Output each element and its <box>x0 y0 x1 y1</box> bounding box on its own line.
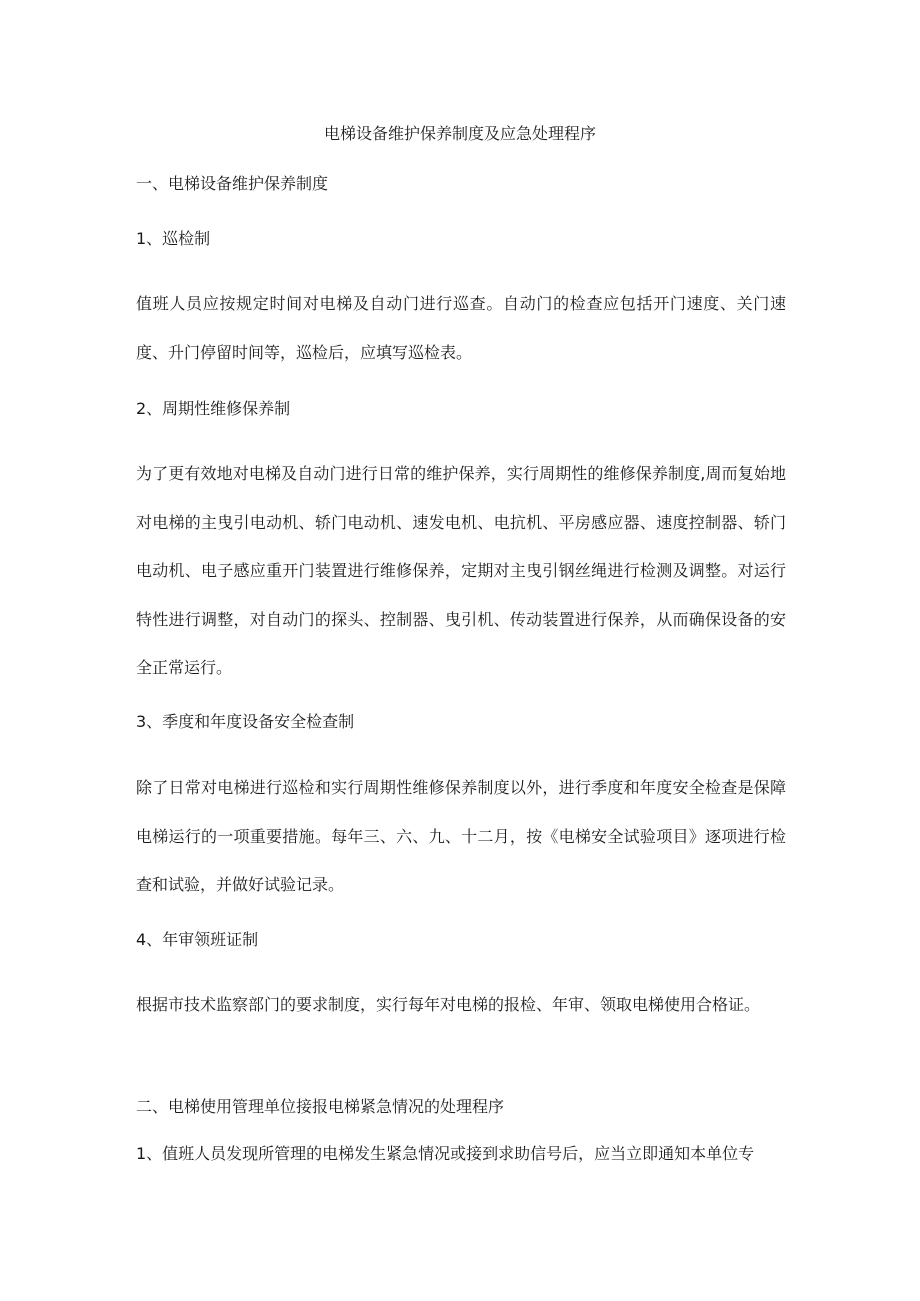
item1-heading: 1、巡检制 <box>136 229 211 248</box>
item3-heading: 3、季度和年度设备安全检查制 <box>136 712 355 731</box>
section1-heading: 一、电梯设备维护保养制度 <box>136 174 329 193</box>
item2-body: 为了更有效地对电梯及自动门进行日常的维护保养，实行周期性的维修保养制度,周而复始地对电梯的主曳引电动机、轿门电动机、速发电机、电抗机、平房感应器、速度控制器、轿门电动机、电子感应重开门装置进行维修保养，定期对主曳引钢丝绳进行检测及调整。对运行特性进行调整，对自动门的探头、控制器、曳引机、传动装置进行保养，从而确保设备的安全正常运行。 <box>136 464 786 677</box>
document-title: 电梯设备维护保养制度及应急处理程序 <box>323 124 596 143</box>
item4-heading: 4、年审领班证制 <box>136 930 259 949</box>
item2-heading: 2、周期性维修保养制 <box>136 399 291 418</box>
item4-body: 根据市技术监察部门的要求制度，实行每年对电梯的报检、年审、领取电梯使用合格证。 <box>136 995 761 1014</box>
section2-heading: 二、电梯使用管理单位接报电梯紧急情况的处理程序 <box>136 1097 505 1116</box>
item3-body: 除了日常对电梯进行巡检和实行周期性维修保养制度以外，进行季度和年度安全检查是保障电梯运行的一项重要措施。每年三、六、九、十二月，按《电梯安全试验项目》逐项进行检查和试验，并做好试验记录。 <box>136 778 786 894</box>
section2-item1: 1、值班人员发现所管理的电梯发生紧急情况或接到求助信号后，应当立即通知本单位专 <box>136 1144 755 1163</box>
item1-body: 值班人员应按规定时间对电梯及自动门进行巡查。自动门的检查应包括开门速度、关门速度、升门停留时间等，巡检后，应填写巡检表。 <box>136 294 786 362</box>
